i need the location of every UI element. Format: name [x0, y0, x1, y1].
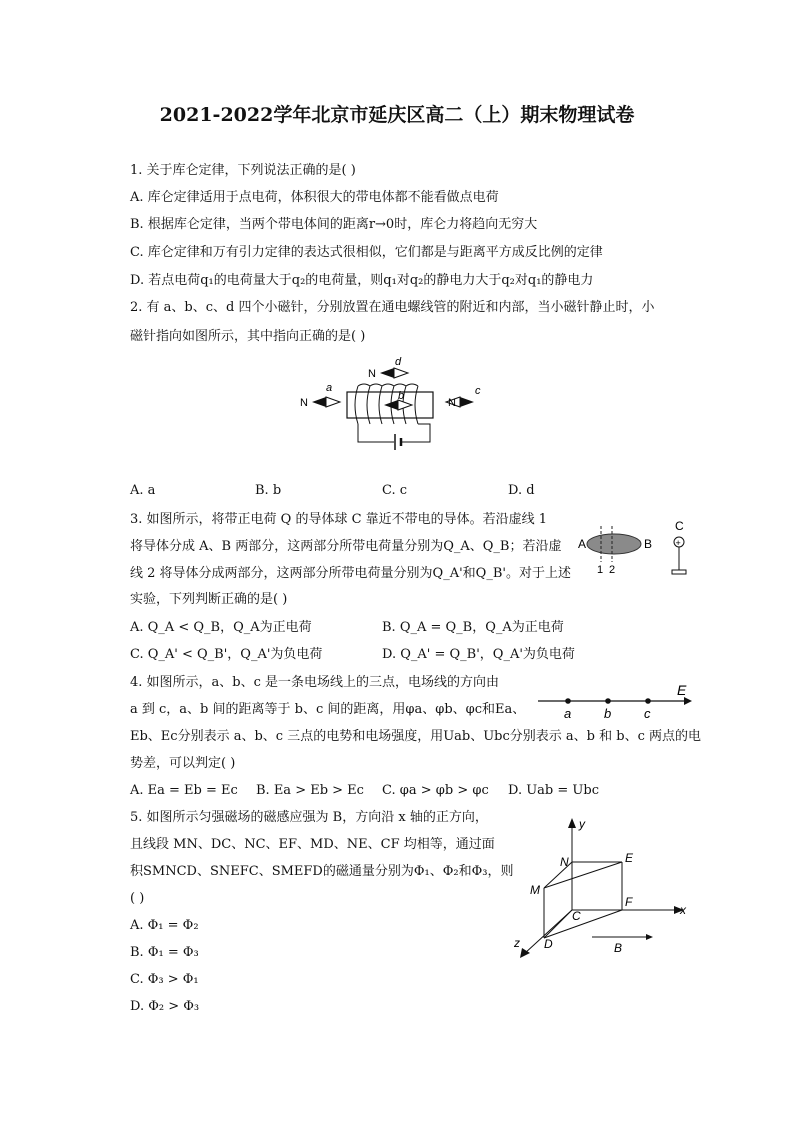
q5-stem-line2: 且线段 MN、DC、NC、EF、MD、NE、CF 均相等，通过面 — [130, 837, 495, 852]
q5-stem-line1: 5. 如图所示匀强磁场的磁感应强为 B，方向沿 x 轴的正方向， — [130, 810, 488, 825]
compass-b — [384, 390, 412, 410]
label-x: x — [680, 903, 686, 917]
label-B-field: B — [614, 941, 623, 955]
q5-stem-line4: ( ) — [130, 891, 145, 906]
compass-c-north — [460, 397, 474, 407]
circuit-wire-left — [358, 424, 394, 442]
q3-stem-line3: 线 2 将导体分成两部分，这两部分所带电荷量分别为Q_A'和Q_B'。对于上述 — [130, 566, 571, 581]
label-F: F — [625, 895, 633, 909]
q4-option-b: B. Ea > Eb > Ec — [256, 783, 364, 798]
q4-stem-line4: 势差，可以判定( ) — [130, 756, 236, 771]
compass-d — [368, 356, 408, 380]
q2-stem-line1: 2. 有 a、b、c、d 四个小磁针，分别放置在通电螺线管的附近和内部，当小磁针静止时，小 — [130, 300, 655, 315]
q2-option-a: A. a — [130, 483, 156, 498]
paper-title: 2021-2022学年北京市延庆区高二（上）期末物理试卷 — [159, 104, 635, 126]
q3-option-b: B. Q_A = Q_B，Q_A为正电荷 — [382, 620, 564, 635]
q4-option-a: A. Ea = Eb = Ec — [130, 783, 238, 798]
q3-option-a: A. Q_A < Q_B，Q_A为正电荷 — [130, 620, 312, 635]
label-z: z — [514, 936, 520, 950]
compass-d-north — [380, 368, 394, 378]
q4-stem-line3: Eb、Ec分别表示 a、b、c 三点的电势和电场强度，用Uab、Ubc分别表示 a、b 和 b、c 两点的电 — [130, 729, 701, 744]
label-n-right: N — [448, 397, 456, 409]
circuit-wire-right — [402, 424, 430, 442]
q5-option-b: B. Φ₁ = Φ₃ — [130, 945, 199, 960]
compass-a — [300, 382, 340, 409]
label-D: D — [544, 937, 553, 951]
conductor-figure — [574, 512, 694, 578]
label-b: b — [398, 390, 405, 402]
q1-option-a: A. 库仑定律适用于点电荷，体积很大的带电体都不能看做点电荷 — [130, 190, 499, 205]
compass-d-south — [394, 368, 408, 378]
label-C: C — [675, 519, 684, 533]
label-point-a: a — [564, 706, 572, 721]
label-A: A — [578, 537, 587, 551]
q4-stem-line1: 4. 如图所示，a、b、c 是一条电场线上的三点，电场线的方向由 — [130, 675, 500, 690]
label-n-top: N — [368, 368, 376, 380]
edge-ME — [544, 862, 622, 888]
q1-option-c: C. 库仑定律和万有引力定律的表达式很相似，它们都是与距离平方成反比例的定律 — [130, 245, 603, 260]
q2-option-c: C. c — [382, 483, 408, 498]
q4-option-c: C. φa > φb > φc — [382, 783, 489, 798]
q1-option-b: B. 根据库仑定律，当两个带电体间的距离r→0时，库仑力将趋向无穷大 — [130, 217, 538, 232]
label-B: B — [644, 537, 653, 551]
magnetic-flux-figure — [508, 814, 698, 960]
q4-stem-line2: a 到 c，a、b 间的距离等于 b、c 间的距离，用φa、φb、φc和Ea、 — [130, 702, 526, 717]
label-C: C — [572, 909, 581, 923]
point-c — [645, 698, 651, 704]
q4-option-d: D. Uab = Ubc — [508, 783, 599, 798]
label-E: E — [625, 851, 634, 865]
point-a — [565, 698, 571, 704]
label-1: 1 — [597, 564, 604, 576]
label-N: N — [560, 855, 569, 869]
q5-option-d: D. Φ₂ > Φ₃ — [130, 999, 200, 1014]
label-a: a — [326, 382, 333, 394]
label-E: E — [677, 682, 687, 698]
compass-a-north — [312, 397, 326, 407]
q3-stem-line1: 3. 如图所示，将带正电荷 Q 的导体球 C 靠近不带电的导体。若沿虚线 1 — [130, 512, 548, 527]
field-line-figure — [534, 682, 694, 722]
q5-option-a: A. Φ₁ = Φ₂ — [130, 918, 199, 933]
q2-option-b: B. b — [255, 483, 282, 498]
b-arrow-head — [646, 934, 653, 940]
compass-a-south — [326, 397, 340, 407]
edge-DF — [544, 910, 622, 938]
label-plus: + — [675, 538, 681, 548]
q3-stem-line4: 实验，下列判断正确的是( ) — [130, 592, 288, 607]
label-2: 2 — [609, 564, 616, 576]
label-point-c: c — [644, 706, 651, 721]
field-line-arrow — [684, 697, 692, 705]
edge-DC — [544, 910, 572, 938]
q3-stem-line2: 将导体分成 A、B 两部分，这两部分所带电荷量分别为Q_A、Q_B；若沿虚 — [130, 539, 562, 554]
q2-option-d: D. d — [508, 483, 535, 498]
conductor-ellipse — [587, 534, 641, 554]
label-M: M — [530, 883, 540, 897]
compass-c — [446, 385, 481, 409]
sphere-base — [672, 570, 686, 574]
q2-stem-line2: 磁针指向如图所示，其中指向正确的是( ) — [130, 329, 366, 344]
q1-option-d: D. 若点电荷q₁的电荷量大于q₂的电荷量，则q₁对q₂的静电力大于q₂对q₁的静电力 — [130, 273, 594, 288]
label-y: y — [579, 817, 585, 831]
q5-stem-line3: 积SMNCD、SNEFC、SMEFD的磁通量分别为Φ₁、Φ₂和Φ₃，则 — [130, 864, 514, 879]
label-d: d — [395, 356, 402, 368]
q3-option-c: C. Q_A' < Q_B'，Q_A'为负电荷 — [130, 647, 323, 662]
q5-option-c: C. Φ₃ > Φ₁ — [130, 972, 199, 987]
label-n-left: N — [300, 397, 308, 409]
point-b — [605, 698, 611, 704]
y-axis-arrow — [568, 818, 576, 828]
label-c: c — [475, 385, 481, 397]
q1-stem: 1. 关于库仑定律，下列说法正确的是( ) — [130, 163, 356, 178]
q3-option-d: D. Q_A' = Q_B'，Q_A'为负电荷 — [382, 647, 575, 662]
solenoid-figure — [290, 352, 500, 456]
label-point-b: b — [604, 706, 612, 721]
